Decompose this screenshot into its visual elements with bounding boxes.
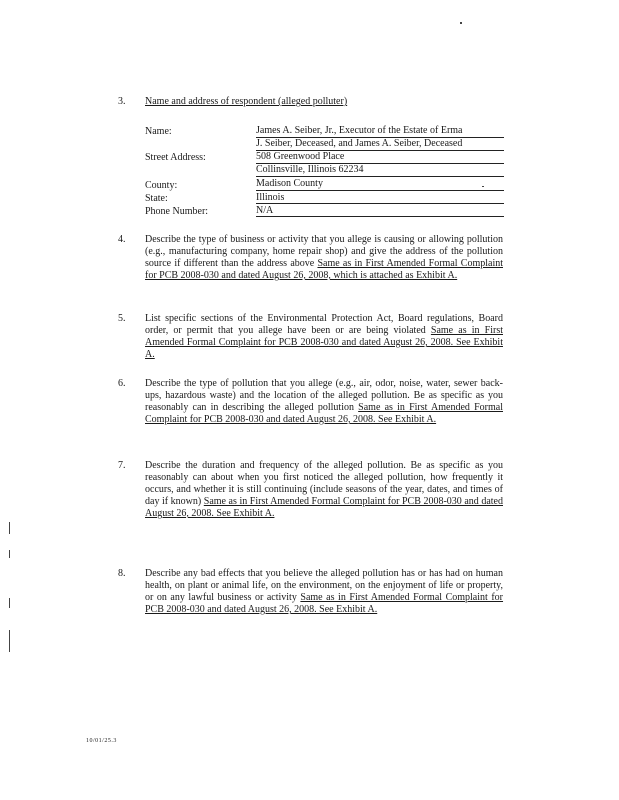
item-4-paragraph xyxy=(145,234,503,282)
city-value: Collinsville, Illinois 62234 xyxy=(256,164,364,175)
state-value: Illinois xyxy=(256,192,285,203)
name-label: Name: xyxy=(145,126,172,137)
item-4-text: Describe the type of business or activity that you allege is causing or allowing pollution (e.g., manufacturing company, home repair shop) and give the address of the pollution source if different than the address above xyxy=(145,234,503,269)
item-8-number: 8. xyxy=(118,568,126,579)
item-5-text: List specific sections of the Environmental Protection Act, Board regulations, Board order, or permit that you allege have been or are being violated xyxy=(145,313,503,336)
item-8-answer: Same as in First Amended Formal Complaint for PCB 2008-030 and dated August 26, 2008. See Exhibit A. xyxy=(145,592,504,615)
item-3-heading: Name and address of respondent (alleged polluter) xyxy=(145,96,348,107)
item-5-paragraph xyxy=(145,313,503,361)
scan-margin-mark xyxy=(9,598,10,608)
state-rule xyxy=(256,203,504,204)
item-6-text: Describe the type of pollution that you allege (e.g., air, odor, noise, water, sewer back-ups, hazardous waste) and the location of the alleged pollution. Be as specific as you reasonably can in describing the alleged pollution xyxy=(145,378,503,413)
item-3-number: 3. xyxy=(118,96,126,107)
scan-margin-mark xyxy=(9,522,10,534)
item-5-answer: Same as in First Amended Formal Complaint for PCB 2008-030 and dated August 26, 2008. See Exhibit A. xyxy=(145,325,503,360)
scan-speck xyxy=(460,22,462,24)
footer-code: 10/01/25.3 xyxy=(86,738,117,744)
phone-label: Phone Number: xyxy=(145,206,209,217)
item-5-number: 5. xyxy=(118,313,126,324)
scan-margin-mark xyxy=(9,550,10,558)
county-rule xyxy=(256,190,504,191)
item-7-text: Describe the duration and frequency of the alleged pollution. Be as specific as you reasonably can about when you first noticed the alleged pollution, how frequently it occurs, and whether it is still continuing (include seasons of the year, dates, and times of day if known) xyxy=(145,460,503,507)
item-7-answer: Same as in First Amended Formal Complaint for PCB 2008-030 and dated August 26, 2008. See Exhibit A. xyxy=(145,496,503,519)
scan-speck xyxy=(482,186,484,187)
item-7-number: 7. xyxy=(118,460,126,471)
item-4-number: 4. xyxy=(118,234,126,245)
county-label: County: xyxy=(145,180,178,191)
phone-rule xyxy=(256,216,504,217)
scan-margin-mark xyxy=(9,630,10,652)
city-rule xyxy=(256,176,504,177)
name-value-line1: James A. Seiber, Jr., Executor of the Estate of Erma xyxy=(256,125,463,136)
item-6-answer: Same as in First Amended Formal Complaint for PCB 2008-030 and dated August 26, 2008. See Exhibit A. xyxy=(145,402,503,425)
item-7-paragraph xyxy=(145,460,503,520)
item-6-number: 6. xyxy=(118,378,126,389)
item-4-answer: Same as in First Amended Formal Complaint for PCB 2008-030 and dated August 26, 2008, which is attached as Exhibit A. xyxy=(145,258,503,281)
county-value: Madison County xyxy=(256,178,323,189)
name-value-line2: J. Seiber, Deceased, and James A. Seiber, Deceased xyxy=(256,138,463,149)
item-8-text: Describe any bad effects that you believe the alleged pollution has or has had on human health, on plant or animal life, on the environment, on the enjoyment of life or property, or on any lawful business or activity xyxy=(145,568,503,603)
item-6-paragraph xyxy=(145,378,503,426)
street-label: Street Address: xyxy=(145,152,206,163)
phone-value: N/A xyxy=(256,205,274,216)
street-value: 508 Greenwood Place xyxy=(256,151,345,162)
state-label: State: xyxy=(145,193,168,204)
item-8-paragraph xyxy=(145,568,503,616)
